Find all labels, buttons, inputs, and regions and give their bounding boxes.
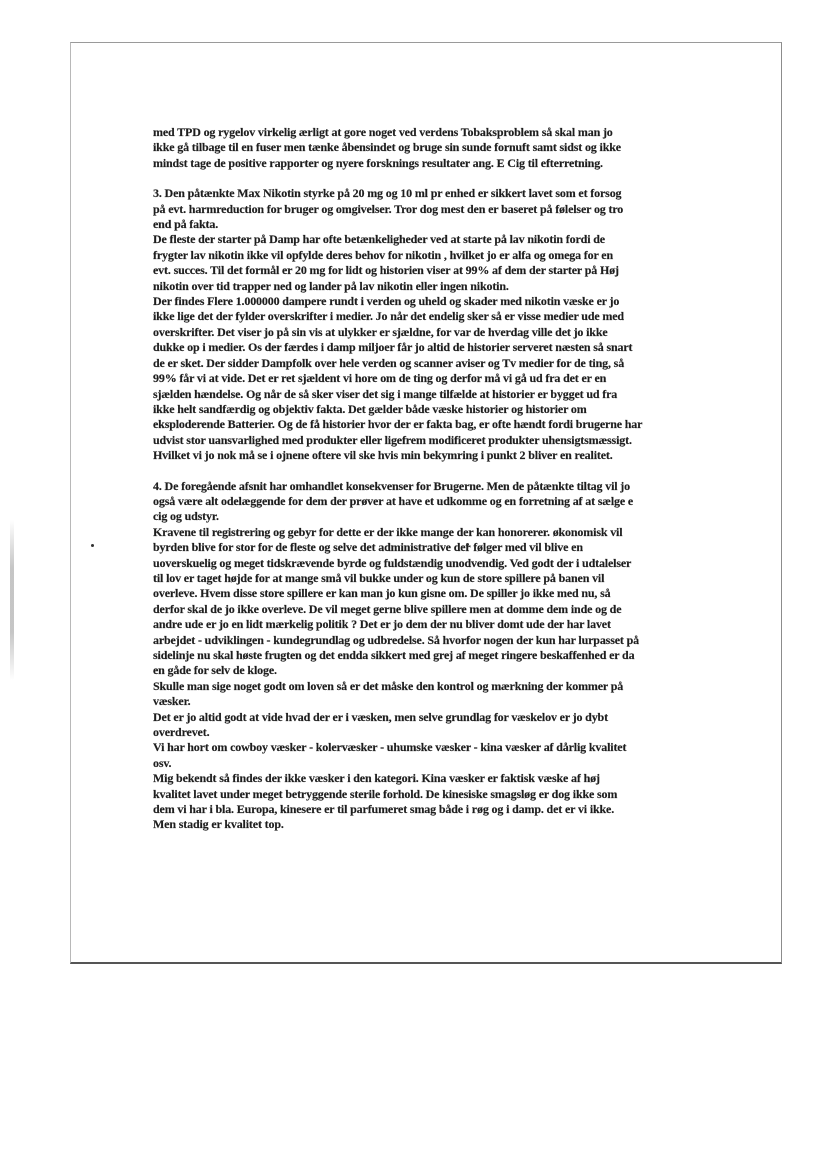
scan-edge-shadow	[10, 520, 14, 680]
paragraph-gap	[153, 464, 703, 479]
document-body	[153, 125, 703, 833]
paragraph-point-4: 4. De foregående afsnit har omhandlet konsekvenser for Brugerne. Men de påtænkte tiltag vil jo også være alt odelæggende for dem der prøver at have et udkomme og en forretning af at sælge e cig og udstyr. Kravene til registrering og gebyr for dette er der ikke mange der kan honorerer. økonomisk vil byrden blive for stor for de fleste og selve det administrative der følger med vil blive en uoverskuelig og meget tidskrævende byrde og fuldstændig unodvendig. Ved godt der i udtalelser til lov er taget højde for at mange små vil bukke under og kun de store spillere på banen vil overleve. Hvem disse store spillere er kan man jo kun gisne om. De spiller jo ikke med nu, så derfor skal de jo ikke overleve. De vil meget gerne blive spillere men at domme dem inde og de andre ude er jo en lidt mærkelig politik ? Det er jo dem der nu bliver domt ude der har lavet arbejdet - udviklingen - kundegrundlag og udbredelse. Så hvorfor nogen der kun har lurpasset på sidelinje nu skal høste frugten og det endda sikkert med grej af meget ringere beskaffenhed er da en gåde for selv de kloge. Skulle man sige noget godt om loven så er det måske den kontrol og mærkning der kommer på væsker. Det er jo altid godt at vide hvad der er i væsken, men selve grundlag for væskelov er jo dybt overdrevet. Vi har hort om cowboy væsker - kolervæsker - uhumske væsker - kina væsker af dårlig kvalitet osv. Mig bekendt så findes der ikke væsker i den kategori. Kina væsker er faktisk væske af høj kvalitet lavet under meget betryggende sterile forhold. De kinesiske smagsløg er dog ikke som dem vi har i bla. Europa, kinesere er til parfumeret smag både i røg og i damp. det er vi ikke. Men stadig er kvalitet top.	[153, 478, 639, 832]
scan-speck	[91, 544, 94, 547]
paragraph-point-3: 3. Den påtænkte Max Nikotin styrke på 20 mg og 10 ml pr enhed er sikkert lavet som et forsog på evt. harmreduction for bruger og omgivelser. Tror dog mest den er baseret på følelser og tro end på fakta. De fleste der starter på Damp har ofte betænkeligheder ved at starte på lav nikotin fordi de frygter lav nikotin ikke vil opfylde deres behov for nikotin , hvilket jo er alfa og omega for en evt. succes. Til det formål er 20 mg for lidt og historien viser at 99% af dem der starter på Høj nikotin over tid trapper ned og lander på lav nikotin eller ingen nikotin. Der findes Flere 1.000000 dampere rundt i verden og uheld og skader med nikotin væske er jo ikke lige det der fylder overskrifter i medier. Jo når det endelig sker så er visse medier ude med overskrifter. Det viser jo på sin vis at ulykker er sjældne, for var de hverdag ville det jo ikke dukke op i medier. Os der færdes i damp miljoer får jo altid de historier serveret næsten så snart de er sket. Der sidder Dampfolk over hele verden og scanner aviser og Tv medier for de ting, så 99% får vi at vide. Det er ret sjældent vi hore om de ting og derfor må vi gå ud fra det er en sjælden hændelse. Og når de så sker viser det sig i mange tilfælde at historier er bygget ud fra ikke helt sandfærdig og objektiv fakta. Det gælder både væske historier og historier om eksploderende Batterier. Og de få historier hvor der er fakta bag, er ofte hændt fordi brugerne har udvist stor uansvarlighed med produkter eller ligefrem modificeret produkter uhensigtsmæssigt. Hvilket vi jo nok må se i ojnene oftere vil ske hvis min bekymring i punkt 2 bliver en realitet.	[153, 186, 643, 463]
paragraph-gap	[153, 171, 703, 186]
paragraph-continuation: med TPD og rygelov virkelig ærligt at gore noget ved verdens Tobaksproblem så skal man jo ikke gå tilbage til en fuser men tænke åbensindet og bruge sin sunde fornuft samt sidst og ikke mindst tage de positive rapporter og nyere forsknings resultater ang. E Cig til efterretning.	[153, 125, 621, 170]
